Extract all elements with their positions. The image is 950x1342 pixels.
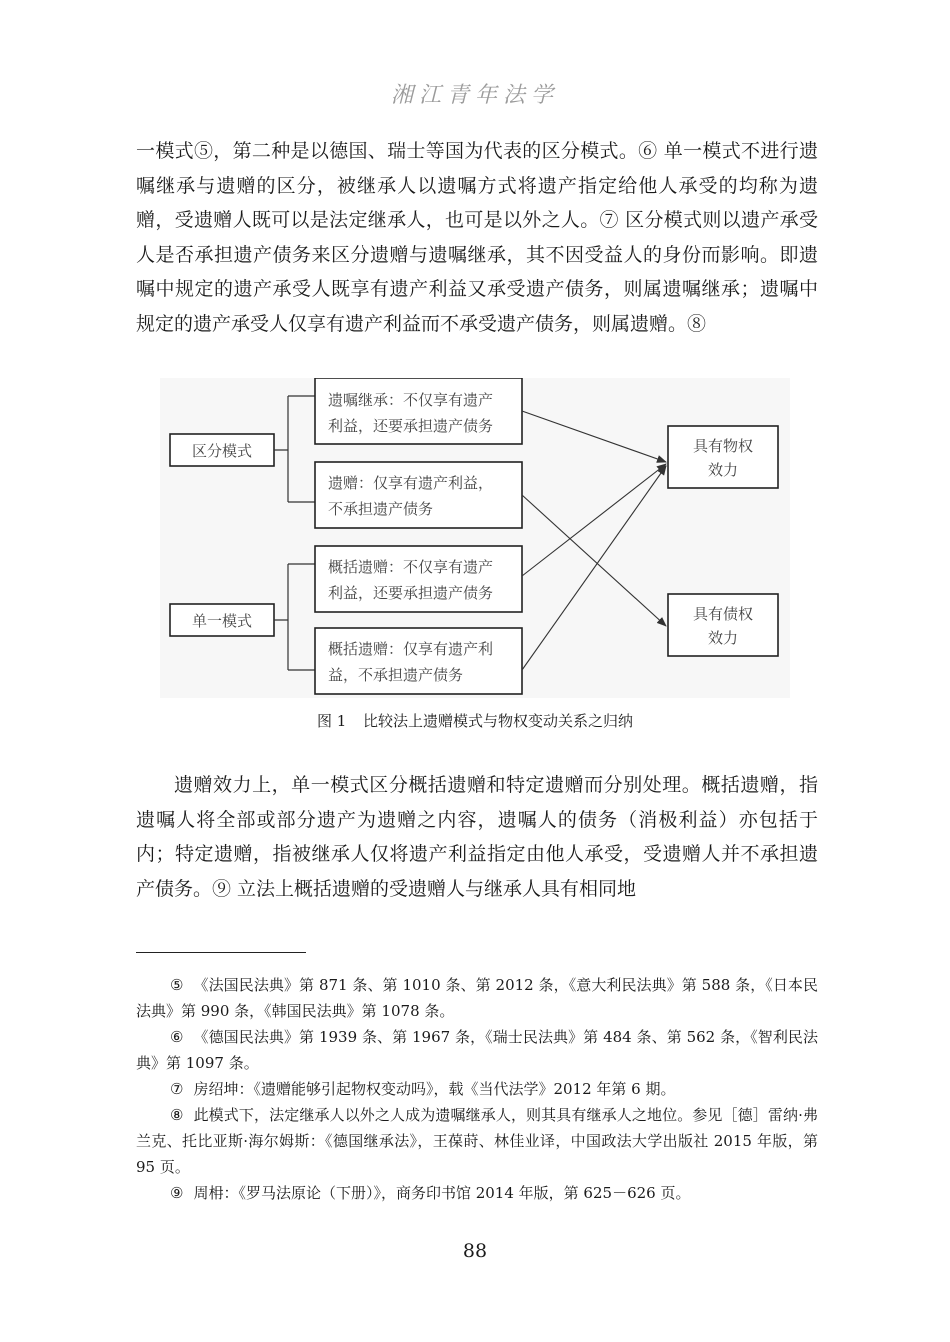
journal-header: 湘江青年法学 <box>390 83 559 108</box>
item-text-3-line-1: 概括遗赠：不仅享有遗产 <box>328 558 494 576</box>
footnote-mark: ⑤ <box>170 976 184 994</box>
item-box-general-legacy-with-debt <box>315 546 522 612</box>
target-1-line-2: 效力 <box>707 461 739 479</box>
page-number: 88 <box>462 1240 488 1262</box>
item-text-4-line-2: 益，不承担遗产债务 <box>328 666 464 684</box>
figure-caption <box>0 710 950 731</box>
footnote-6 <box>136 1024 818 1076</box>
item-text-4-line-1: 概括遗赠：仅享有遗产利 <box>328 640 494 658</box>
item-box-legacy <box>315 462 522 528</box>
footnote-8 <box>136 1102 818 1180</box>
footnote-text: 周枏：《罗马法原论（下册）》，商务印书馆 2014 年版，第 625－626 页。 <box>193 1184 691 1202</box>
footnote-mark: ⑥ <box>170 1028 184 1046</box>
group-label-single-mode: 单一模式 <box>191 612 253 630</box>
footnote-9 <box>136 1180 818 1206</box>
footnote-mark: ⑨ <box>170 1184 184 1202</box>
footnote-text: 房绍坤：《遗赠能够引起物权变动吗》，载《当代法学》2012 年第 6 期。 <box>193 1080 676 1098</box>
target-1-line-1: 具有物权 <box>692 437 754 455</box>
caption-number: 图 1 <box>316 712 347 730</box>
item-box-general-legacy-no-debt <box>315 628 522 694</box>
footnotes <box>136 972 818 1206</box>
target-2-line-2: 效力 <box>707 629 739 647</box>
footnote-text: 此模式下，法定继承人以外之人成为遗嘱继承人，则其具有继承人之地位。参见［德］雷纳·弗兰克、托比亚斯·海尔姆斯：《德国继承法》，王葆莳、林佳业译，中国政法大学出版社 2015 年版，第 95 页。 <box>136 1106 818 1176</box>
item-text-3-line-2: 利益，还要承担遗产债务 <box>328 584 494 602</box>
figure-diagram <box>160 378 790 698</box>
footnote-mark: ⑧ <box>170 1106 184 1124</box>
footnote-divider <box>136 952 306 953</box>
footnote-text: 《法国民法典》第 871 条、第 1010 条、第 2012 条，《意大利民法典》第 588 条，《日本民法典》第 990 条，《韩国民法典》第 1078 条。 <box>136 976 818 1020</box>
group-label-distinct-mode: 区分模式 <box>191 442 253 460</box>
item-text-2-line-2: 不承担遗产债务 <box>328 500 434 518</box>
footnote-7 <box>136 1076 818 1102</box>
item-text-2-line-1: 遗赠：仅享有遗产利益， <box>328 474 494 492</box>
footnote-mark: ⑦ <box>170 1080 184 1098</box>
item-text-1-line-2: 利益，还要承担遗产债务 <box>328 417 494 435</box>
body-paragraph-2: 遗赠效力上，单一模式区分概括遗赠和特定遗赠而分别处理。概括遗赠，指遗嘱人将全部或部分遗产为遗赠之内容，遗嘱人的债务（消极利益）亦包括于内；特定遗赠，指被继承人仅将遗产利益指定由他人承受，受遗赠人并不承担遗产债务。⑨ 立法上概括遗赠的受遗赠人与继承人具有相同地 <box>136 774 818 900</box>
item-text-1-line-1: 遗嘱继承：不仅享有遗产 <box>328 391 494 409</box>
footnote-5 <box>136 972 818 1024</box>
caption-title: 比较法上遗赠模式与物权变动关系之归纳 <box>363 712 634 730</box>
target-2-line-1: 具有债权 <box>692 605 754 623</box>
footnote-text: 《德国民法典》第 1939 条、第 1967 条，《瑞士民法典》第 484 条、第 562 条，《智利民法典》第 1097 条。 <box>136 1028 818 1072</box>
body-paragraph-1: 一模式⑤，第二种是以德国、瑞士等国为代表的区分模式。⑥ 单一模式不进行遗嘱继承与遗赠的区分，被继承人以遗嘱方式将遗产指定给他人承受的均称为遗赠，受遗赠人既可以是法定继承人，也可是以外之人。⑦ 区分模式则以遗产承受人是否承担遗产债务来区分遗赠与遗嘱继承，其不因受益人的身份而影响。即遗嘱中规定的遗产承受人既享有遗产利益又承受遗产债务，则属遗嘱继承；遗嘱中规定的遗产承受人仅享有遗产利益而不承受遗产债务，则属遗赠。⑧ <box>136 140 818 335</box>
